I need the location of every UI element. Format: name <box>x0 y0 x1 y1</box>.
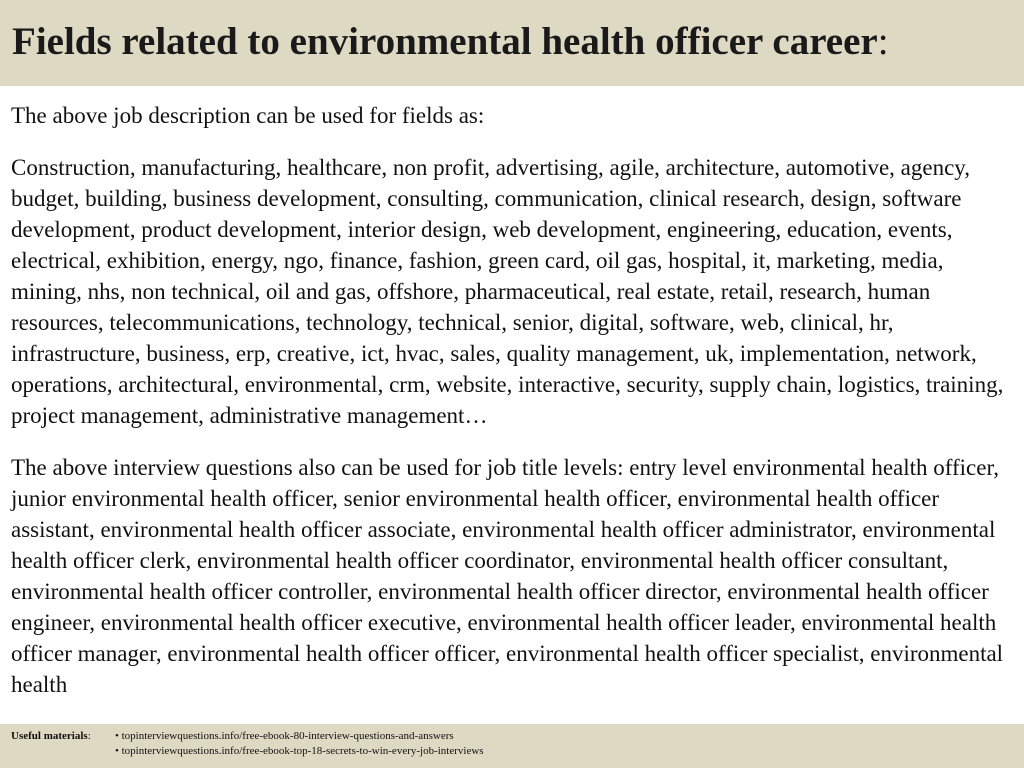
footer-row-2 <box>11 744 1024 759</box>
footer-label-spacer <box>11 744 115 759</box>
page-title <box>12 18 1024 66</box>
footer-link-ebook-18-secrets[interactable]: • topinterviewquestions.info/free-ebook-top-18-secrets-to-win-every-job-interviews <box>115 745 484 757</box>
intro-text: The above job description can be used for fields as: <box>11 103 485 128</box>
page-title-text: Fields related to environmental health officer career <box>12 20 878 63</box>
footer-label-col <box>11 729 115 744</box>
useful-materials-label: Useful materials <box>11 730 88 742</box>
footer-link-ebook-80[interactable]: • topinterviewquestions.info/free-ebook-80-interview-questions-and-answers <box>115 730 454 742</box>
content-body <box>11 100 1019 700</box>
page-title-colon: : <box>877 20 889 63</box>
footer-row-1 <box>11 729 1024 744</box>
title-bar <box>0 0 1024 86</box>
job-levels-text: The above interview questions also can be used for job title levels: entry level environmental health officer, junior environmental health officer, senior environmental health officer, environmental health officer assistant, environmental health officer associate, environmental health officer administrator, environmental health officer clerk, environmental health officer coordinator, environmental health officer consultant, environmental health officer controller, environmental health officer director, environmental health officer engineer, environmental health officer executive, environmental health officer leader, environmental health officer manager, environmental health officer officer, environmental health officer specialist, environmental health <box>11 455 1004 697</box>
footer-bar <box>0 724 1024 768</box>
fields-list-text: Construction, manufacturing, healthcare, non profit, advertising, agile, architecture, automotive, agency, budget, building, business development, consulting, communication, clinical research, design, software development, product development, interior design, web development, engineering, education, events, electrical, exhibition, energy, ngo, finance, fashion, green card, oil gas, hospital, it, marketing, media, mining, nhs, non technical, oil and gas, offshore, pharmaceutical, real estate, retail, research, human resources, telecommunications, technology, technical, senior, digital, software, web, clinical, hr, infrastructure, business, erp, creative, ict, hvac, sales, quality management, uk, implementation, network, operations, architectural, environmental, crm, website, interactive, security, supply chain, logistics, training, project management, administrative management… <box>11 155 1004 428</box>
useful-materials-colon: : <box>87 730 91 742</box>
